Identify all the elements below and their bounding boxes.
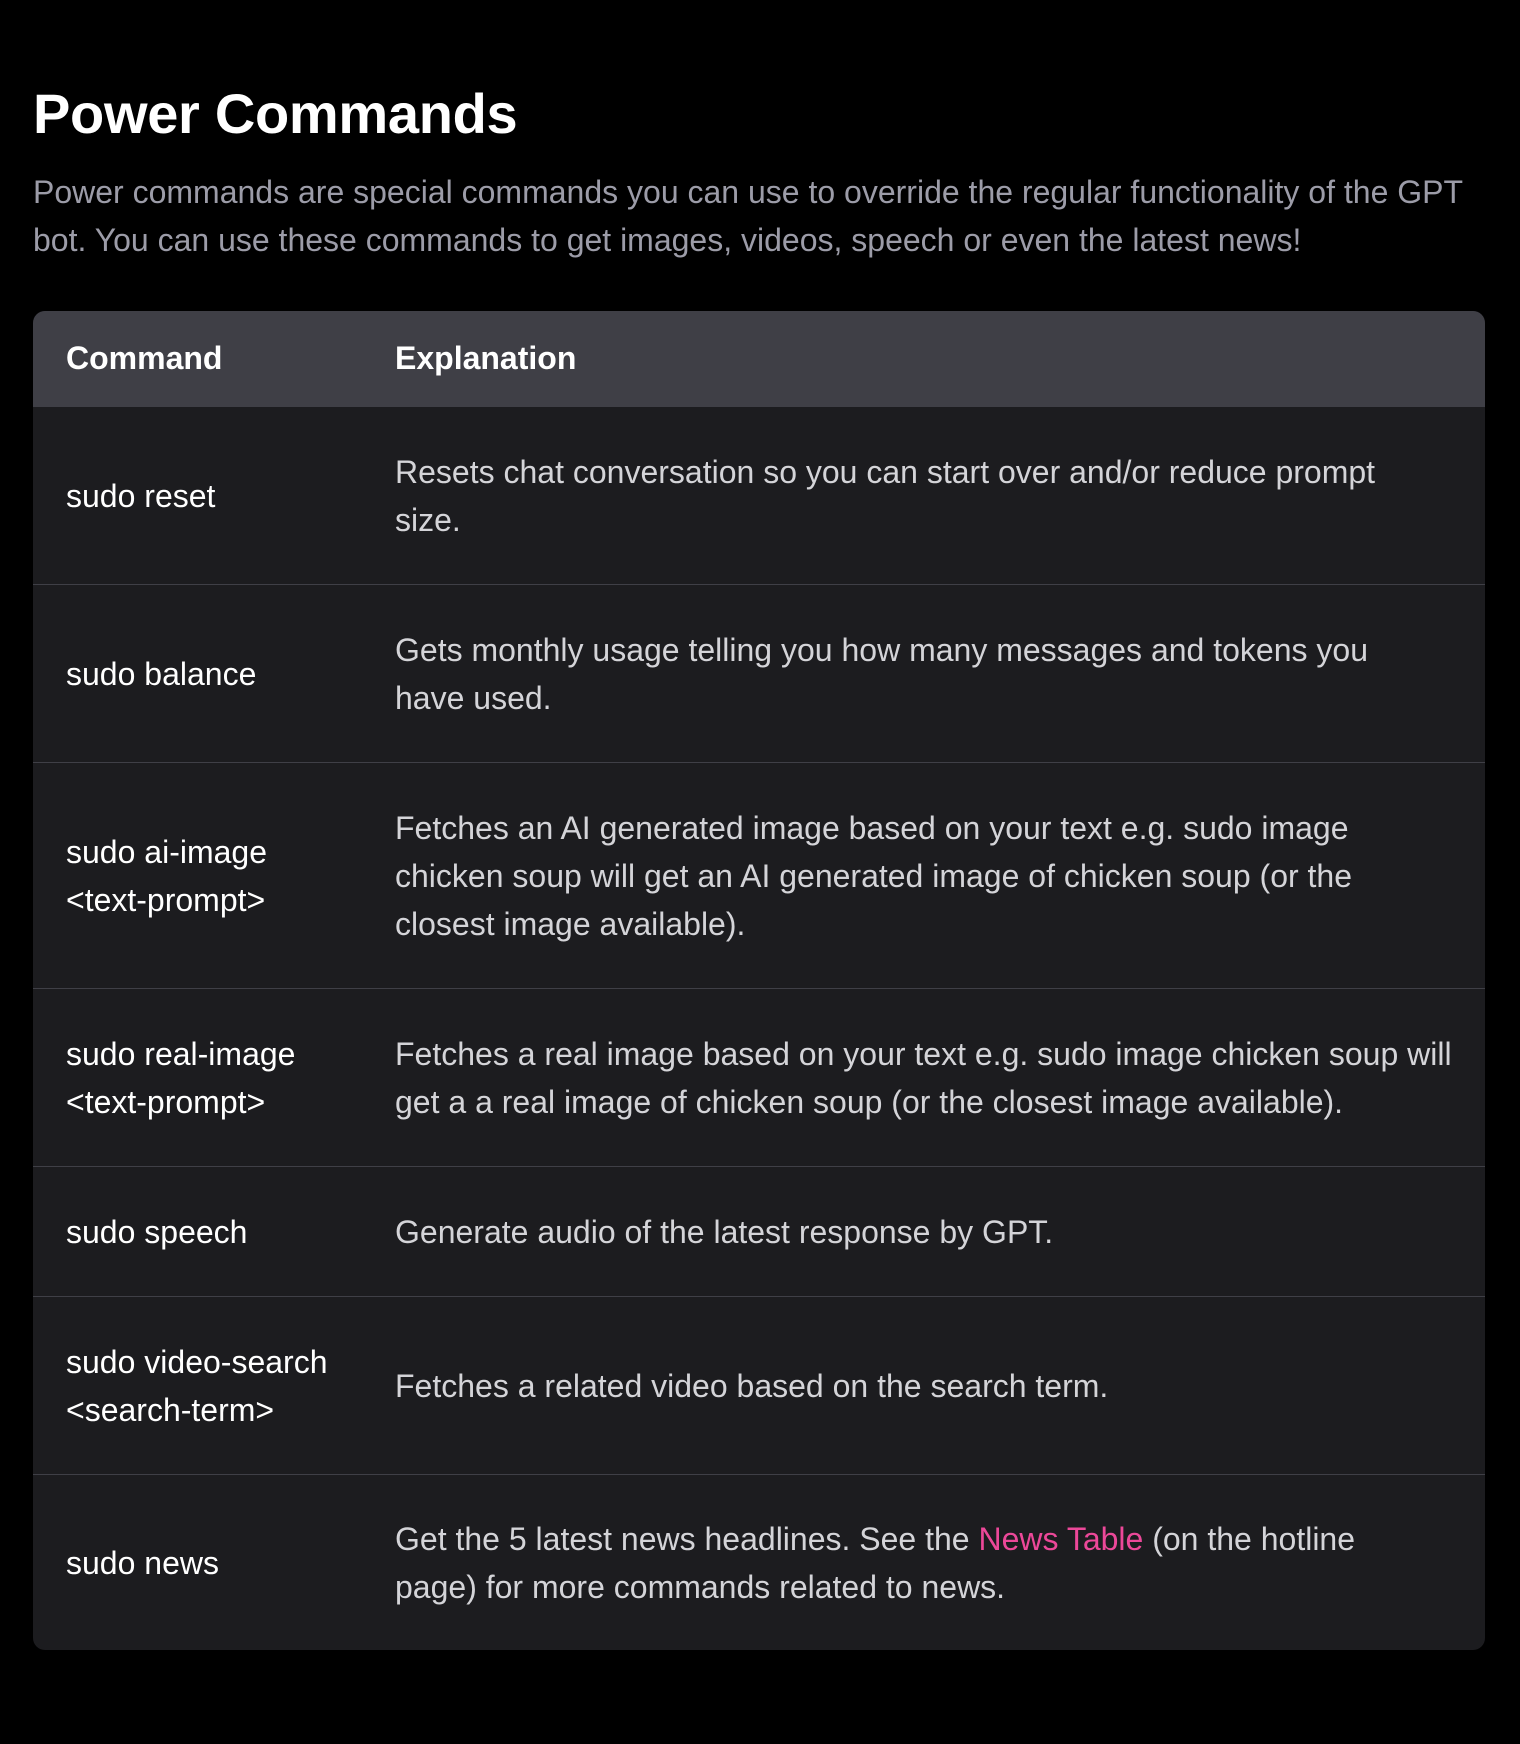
commands-table <box>33 311 1485 1650</box>
table-row <box>33 584 1485 762</box>
table-row <box>33 762 1485 988</box>
explanation-text-before: Get the 5 latest news headlines. See the <box>395 1520 979 1557</box>
command-cell: sudo balance <box>66 655 257 692</box>
command-cell: sudo speech <box>66 1213 248 1250</box>
explanation-cell: Fetches a related video based on the search term. <box>395 1367 1109 1404</box>
explanation-cell: Fetches a real image based on your text e.g. sudo image chicken soup will get a a real image of chicken soup (or the closest image available). <box>395 1035 1452 1120</box>
table-row <box>33 988 1485 1166</box>
explanation-cell: Resets chat conversation so you can start over and/or reduce prompt size. <box>395 453 1376 538</box>
table-row <box>33 1166 1485 1296</box>
page-content <box>33 0 1485 1650</box>
table-row <box>33 406 1485 584</box>
command-cell: sudo news <box>66 1544 219 1581</box>
page-intro: Power commands are special commands you can use to override the regular functionality of the GPT bot. You can use these commands to get images, videos, speech or even the latest news! <box>33 174 1463 258</box>
command-cell: sudo real-image <text-prompt> <box>66 1035 296 1120</box>
command-cell: sudo ai-image <text-prompt> <box>66 833 267 918</box>
explanation-cell <box>395 1515 1485 1611</box>
column-header-explanation: Explanation <box>395 340 577 376</box>
table-header <box>33 311 1485 406</box>
command-cell: sudo video-search <search-term> <box>66 1343 328 1428</box>
table-row <box>33 1296 1485 1474</box>
explanation-cell: Generate audio of the latest response by GPT. <box>395 1213 1054 1250</box>
column-header-command: Command <box>66 340 223 376</box>
explanation-cell: Fetches an AI generated image based on your text e.g. sudo image chicken soup will get an AI generated image of chicken soup (or the closest image available). <box>395 809 1353 942</box>
command-cell: sudo reset <box>66 477 216 514</box>
page-title: Power Commands <box>33 82 518 145</box>
news-table-link[interactable]: News Table <box>978 1520 1144 1557</box>
explanation-text-after: (on the hotline page) for more commands related to news. <box>395 1520 1356 1605</box>
table-row <box>33 1474 1485 1650</box>
explanation-cell: Gets monthly usage telling you how many messages and tokens you have used. <box>395 631 1368 716</box>
